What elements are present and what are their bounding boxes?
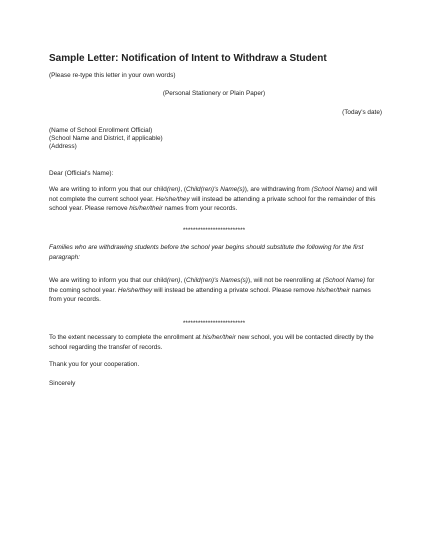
thanks-text: Thank you for your cooperation. [49,361,140,368]
stationery-text: (Personal Stationery or Plain Paper) [162,90,266,97]
page-title: Sample Letter: Notification of Intent to Withdraw a Student [49,53,327,64]
separator: ************************* [182,227,246,234]
school-name: (School Name and District, if applicable) [49,135,163,142]
paragraph-withdraw: We are writing to inform you that our child(ren), (Child(ren)'s Name(s)), are withdrawing from (School Name) and will not complete the current school year. He/she/they will instead be attending a private school for the remainder of this school year. Please remove his/her/their names from your records. [49,186,378,212]
official-name: (Name of School Enrollment Official) [49,127,153,134]
closing-text: Sincerely [49,380,76,387]
instruction-text: (Please re-type this letter in your own words) [49,72,176,79]
school-address: (Address) [49,143,77,150]
paragraph-records: To the extent necessary to complete the enrollment at his/her/their new school, you will be contacted directly by the school regarding the transfer of records. [49,334,374,351]
substitution-note: Families who are withdrawing students before the school year begins should substitute the following for the first paragraph: [49,244,364,261]
separator: ************************* [182,320,246,327]
salutation: Dear (Official's Name): [49,170,114,177]
paragraph-reenroll: We are writing to inform you that our child(ren), (Child(ren)'s Names(s)), will not be reenrolling at (School Name) for the coming school year. He/she/they will instead be attending a private school. Please remove his/her/their names from your records. [49,277,375,303]
date-text: (Today's date) [342,109,382,116]
